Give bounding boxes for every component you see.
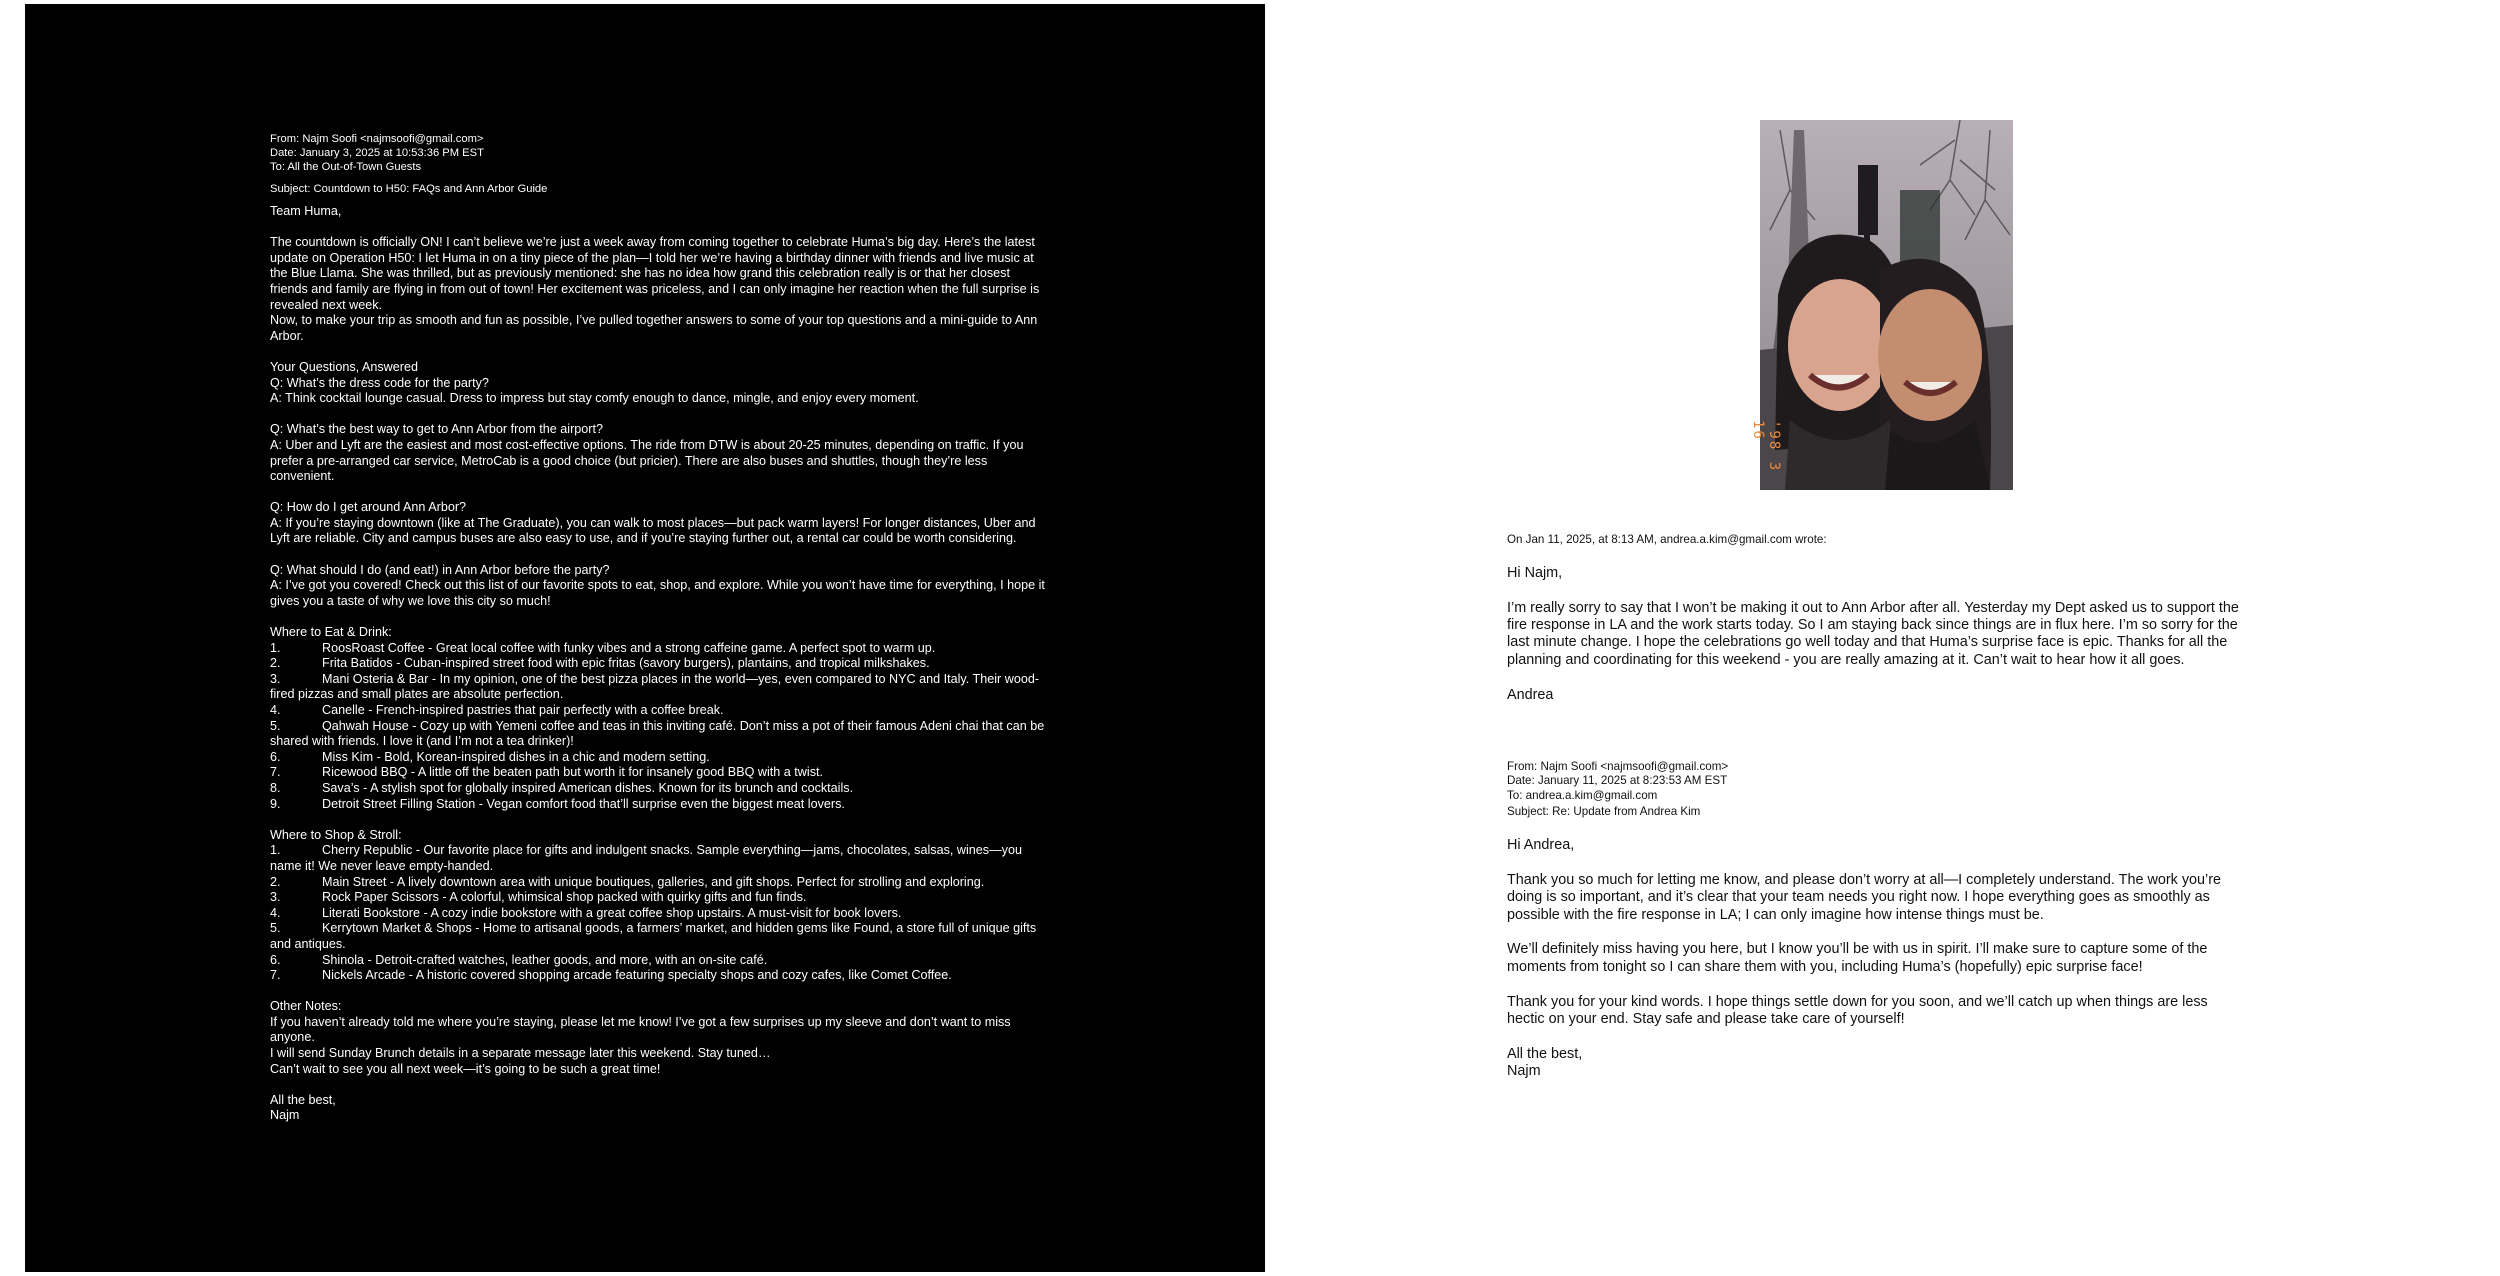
signature: Najm [1507, 1063, 1541, 1080]
note-line: Can’t wait to see you all next week—it’s going to be such a great time! [270, 1061, 661, 1076]
quote-header: On Jan 11, 2025, at 8:13 AM, andrea.a.kim@gmail.com wrote: [1507, 533, 1827, 546]
email-greeting: Hi Andrea, [1507, 837, 1575, 854]
list-item: 4. Literati Bookstore - A cozy indie bookstore with a great coffee shop upstairs. A must-visit for book lovers. [270, 905, 902, 920]
faq-question: Q: What should I do (and eat!) in Ann Arbor before the party? [270, 562, 610, 577]
note-line: If you haven’t already told me where you’re staying, please let me know! I’ve got a few surprises up my sleeve and don’t want to miss anyone. [270, 1014, 1011, 1045]
faq-answer: A: Uber and Lyft are the easiest and most cost-effective options. The ride from DTW is about 20-25 minutes, depending on traffic. If you prefer a pre-arranged car service, MetroCab is a good choice (but pricier). There are also buses and shuttles, though they’re less convenient. [270, 437, 1024, 484]
list-item: 4. Canelle - French-inspired pastries that pair perfectly with a coffee break. [270, 703, 724, 717]
list-item: 2. Main Street - A lively downtown area with unique boutiques, galleries, and gift shops. Perfect for strolling and exploring. [270, 874, 985, 889]
list-item: 3. Rock Paper Scissors - A colorful, whimsical shop packed with quirky gifts and fun finds. [270, 890, 807, 905]
list-item: 7. Nickels Arcade - A historic covered shopping arcade featuring specialty shops and cozy cafes, like Comet Coffee. [270, 968, 952, 983]
email-date: Date: January 3, 2025 at 10:53:36 PM EST [270, 147, 484, 159]
email-subject: Subject: Re: Update from Andrea Kim [1507, 805, 1701, 819]
email-paragraph: Thank you so much for letting me know, and please don’t worry at all—I completely understand. The work you’re doing is so important, and it’s clear that your team needs you right now. I hope everything goes as smoothly as possible with the fire response in LA; I can only imagine how intense things must be. [1507, 871, 2222, 923]
email-from: From: Najm Soofi <najmsoofi@gmail.com> [1507, 760, 1729, 774]
email-greeting: Hi Najm, [1507, 564, 1563, 581]
signoff: All the best, [1507, 1045, 1583, 1062]
signature: Najm [270, 1108, 300, 1123]
email-to: To: andrea.a.kim@gmail.com [1507, 788, 1658, 802]
faq-question: Q: How do I get around Ann Arbor? [270, 500, 467, 515]
list-item: 5. Kerrytown Market & Shops - Home to artisanal goods, a farmers’ market, and hidden gems like Found, a store full of unique gifts and antiques. [270, 921, 1037, 951]
email-thread [1507, 533, 2247, 1081]
list-item: 1. RoosRoast Coffee - Great local coffee with funky vibes and a strong caffeine game. A perfect spot to warm up. [270, 640, 936, 655]
email-header [1507, 760, 2247, 820]
faq-answer: A: If you’re staying downtown (like at The Graduate), you can walk to most places—but pack warm layers! For longer distances, Uber and Lyft are reliable. City and campus buses are also easy to use, and if you’re staying further out, a rental car could be worth considering. [270, 515, 1036, 546]
email-subject: Subject: Countdown to H50: FAQs and Ann Arbor Guide [270, 183, 548, 195]
list-item: 6. Shinola - Detroit-crafted watches, leather goods, and more, with an on-site café. [270, 952, 768, 967]
signature: Andrea [1507, 686, 1554, 703]
faq-answer: A: I’ve got you covered! Check out this list of our favorite spots to eat, shop, and explore. While you won’t have time for everything, I hope it gives you a taste of why we love this city so much! [270, 578, 1045, 608]
note-line: I will send Sunday Brunch details in a separate message later this weekend. Stay tuned… [270, 1046, 771, 1061]
email-header [270, 132, 1050, 196]
selfie-photo [1750, 120, 2013, 490]
faq-title: Your Questions, Answered [270, 359, 418, 374]
intro-paragraph: Now, to make your trip as smooth and fun as possible, I’ve pulled together answers to some of your top questions and a mini-guide to Ann Arbor. [270, 313, 1038, 343]
date-stamp: '98 3 16 [1750, 420, 1782, 473]
list-item: 5. Qahwah House - Cozy up with Yemeni coffee and teas in this inviting café. Don’t miss a pot of their famous Adeni chai that can be shared with friends. I love it (and I’m not a tea drinker)! [270, 718, 1045, 749]
email-paragraph: We’ll definitely miss having you here, but I know you’ll be with us in spirit. I’ll make sure to capture some of the moments from tonight so I can share them with you, including Huma’s (hopefully) epic surprise face! [1507, 941, 2208, 975]
list-item: 9. Detroit Street Filling Station - Vegan comfort food that’ll surprise even the biggest meat lovers. [270, 796, 845, 811]
notes-title: Other Notes: [270, 999, 342, 1014]
faq-question: Q: What’s the dress code for the party? [270, 375, 489, 390]
list-item: 2. Frita Batidos - Cuban-inspired street food with epic fritas (savory burgers), plantains, and tropical milkshakes. [270, 656, 930, 671]
right-page [1265, 0, 2500, 1276]
list-item: 8. Sava’s - A stylish spot for globally inspired American dishes. Known for its brunch and cocktails. [270, 780, 854, 795]
email-paragraph: Thank you for your kind words. I hope things settle down for you soon, and we’ll catch up when things are less hectic on your end. Stay safe and please take care of yourself! [1507, 993, 2208, 1028]
eat-title: Where to Eat & Drink: [270, 625, 392, 640]
email-from: From: Najm Soofi <najmsoofi@gmail.com> [270, 133, 484, 145]
email-body: I’m really sorry to say that I won’t be making it out to Ann Arbor after all. Yesterday my Dept asked us to support the fire response in LA and the work starts today. So I am staying back since things are in flux here. I’m so sorry for the last minute change. I hope the celebrations go well today and that Huma’s surprise face is epic. Thanks for all the planning and coordinating for this weekend - you are really amazing at it. Can’t wait to hear how it all goes. [1507, 599, 2239, 668]
email-to: To: All the Out-of-Town Guests [270, 161, 422, 173]
left-page [25, 4, 1265, 1272]
list-item: 3. Mani Osteria & Bar - In my opinion, one of the best pizza places in the world—yes, even compared to NYC and Italy. Their wood-fired pizzas and small plates are absolute perfection. [270, 671, 1040, 702]
email-date: Date: January 11, 2025 at 8:23:53 AM EST [1507, 774, 1728, 788]
shop-title: Where to Shop & Stroll: [270, 827, 402, 842]
faq-question: Q: What’s the best way to get to Ann Arbor from the airport? [270, 422, 603, 437]
faq-answer: A: Think cocktail lounge casual. Dress to impress but stay comfy enough to dance, mingle, and enjoy every moment. [270, 391, 919, 406]
intro-paragraph: The countdown is officially ON! I can’t believe we’re just a week away from coming together to celebrate Huma’s big day. Here’s the latest update on Operation H50: I let Huma in on a tiny piece of the plan—I told her we’re having a birthday dinner with friends and live music at the Blue Llama. She was thrilled, but as previously mentioned: she has no idea how grand this celebration really is or that her closest friends and family are flying in from out of town! Her excitement was priceless, and I can only imagine her reaction when the full surprise is revealed next week. [270, 235, 1040, 312]
signoff: All the best, [270, 1092, 336, 1107]
email-greeting: Team Huma, [270, 204, 342, 218]
list-item: 6. Miss Kim - Bold, Korean-inspired dishes in a chic and modern setting. [270, 749, 710, 764]
list-item: 7. Ricewood BBQ - A little off the beaten path but worth it for insanely good BBQ with a twist. [270, 765, 823, 780]
email-countdown [270, 132, 1050, 1124]
list-item: 1. Cherry Republic - Our favorite place for gifts and indulgent snacks. Sample everything—jams, chocolates, salsas, wines—you name it! We never leave empty-handed. [270, 843, 1022, 873]
